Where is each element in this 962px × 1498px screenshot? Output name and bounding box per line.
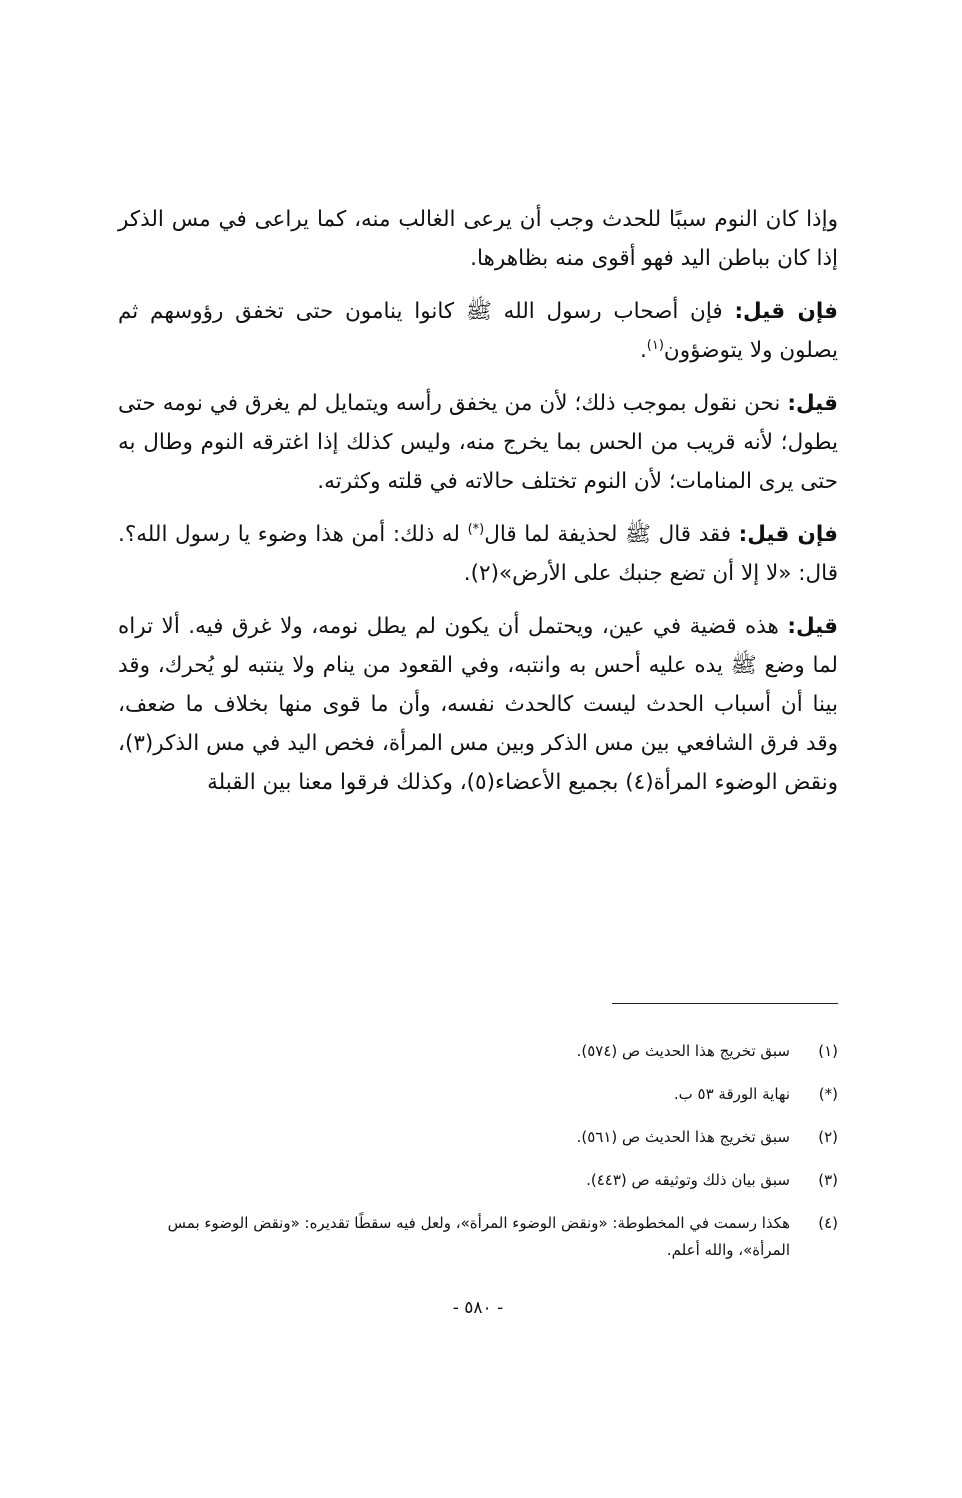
footnote-text: هكذا رسمت في المخطوطة: «ونقض الوضوء المرأة»، ولعل فيه سقطًا تقديره: «ونقض الوضوء بمس المرأة»، والله أعلم. [167,1214,790,1259]
paragraph-2 [118,292,838,370]
footnote-separator [612,1003,838,1004]
footnotes [118,1038,838,1280]
paragraph-5 [118,607,838,802]
paragraph-3-text: نحن نقول بموجب ذلك؛ لأن من يخفق رأسه ويتمايل لم يغرق في نومه حتى يطول؛ لأنه قريب من الحس بما يخرج منه، وليس كذلك إذا اغترقه النوم وطال به حتى يرى المنامات؛ لأن النوم تختلف حالاته في قلته وكثرته. [118,391,838,494]
paragraph-4-text: فقد قال ﷺ لحذيفة لما قال [484,522,739,547]
paragraph-5-lead: قيل: [787,614,838,639]
paragraph-1 [118,200,838,278]
paragraph-2-lead: فإن قيل: [734,299,838,324]
footnote-ref-star[interactable]: (*) [467,521,485,537]
main-text [118,200,838,802]
footnote-item [118,1210,838,1264]
page-content [118,200,838,1318]
footnote-number: (٢) [818,1128,838,1146]
footnote-text: سبق تخريج هذا الحديث ص (٥٧٤). [576,1042,790,1060]
page-number: - ٥٨٠ - [452,1298,504,1318]
paragraph-2-tail: . [639,338,647,363]
footnote-number: (٣) [818,1171,838,1189]
paragraph-3-lead: قيل: [787,391,838,416]
paragraph-2-text: فإن أصحاب رسول الله ﷺ كانوا ينامون حتى تخفق رؤوسهم ثم يصلون ولا يتوضؤون [118,299,838,363]
paragraph-4 [118,515,838,593]
footnote-ref-1[interactable]: (١) [646,337,664,353]
footnote-item [118,1124,838,1151]
footnote-text: نهاية الورقة ٥٣ ب. [673,1085,790,1103]
footnote-number: (٤) [818,1214,838,1232]
footnote-item [118,1038,838,1065]
paragraph-1-text: وإذا كان النوم سببًا للحدث وجب أن يرعى الغالب منه، كما يراعى في مس الذكر إذا كان بباطن اليد فهو أقوى منه بظاهرها. [118,207,838,271]
paragraph-3 [118,384,838,501]
paragraph-4-lead: فإن قيل: [738,522,838,547]
footnote-number: (*) [818,1085,838,1103]
paragraph-4-tail: له ذلك: أمن هذا وضوء يا رسول الله؟. قال: «لا إلا أن تضع جنبك على الأرض»(٢). [118,522,838,586]
paragraph-5-text: هذه قضية في عين، ويحتمل أن يكون لم يطل نومه، ولا غرق فيه. ألا تراه لما وضع ﷺ يده عليه أحس به وانتبه، وفي القعود من ينام ولا ينتبه لو يُحرك، وقد بينا أن أسباب الحدث ليست كالحدث نفسه، وأن ما قوى منها بخلاف ما ضعف، وقد فرق الشافعي بين مس الذكر وبين مس المرأة، فخص اليد في مس الذكر(٣)، ونقض الوضوء المرأة(٤) بجميع الأعضاء(٥)، وكذلك فرقوا معنا بين القبلة [118,614,838,795]
footnote-item [118,1081,838,1108]
footnote-item [118,1167,838,1194]
footnote-text: سبق تخريج هذا الحديث ص (٥٦١). [576,1128,790,1146]
footnote-number: (١) [818,1042,838,1060]
footnote-text: سبق بيان ذلك وتوثيقه ص (٤٤٣). [586,1171,790,1189]
